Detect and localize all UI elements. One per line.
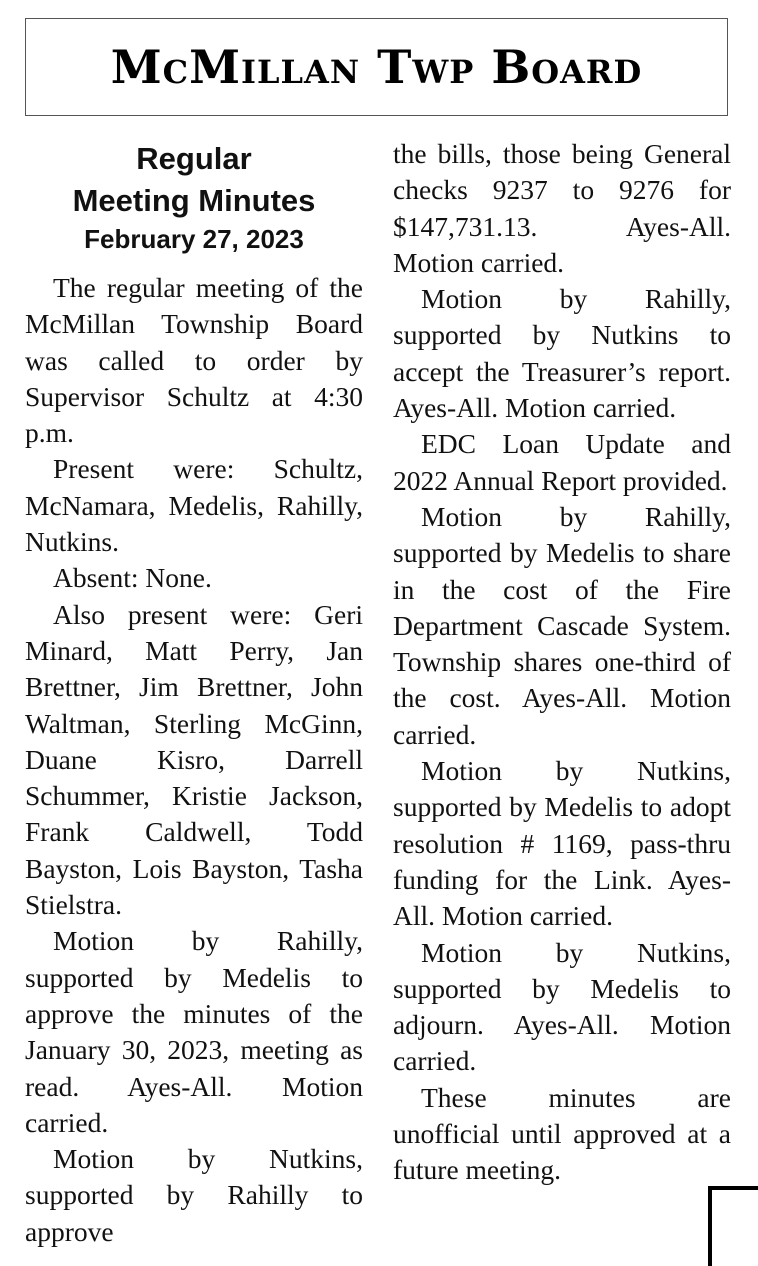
- headline-line-1: Regular: [136, 141, 252, 176]
- paragraph-absent: Absent: None.: [53, 562, 212, 594]
- paragraph-edc-update: EDC Loan Update and 2022 Annual Report provided.: [393, 428, 731, 496]
- paragraph-unofficial-note: These minutes are unofficial until approved at a future meeting.: [393, 1081, 731, 1186]
- headline-date: February 27, 2023: [84, 224, 304, 254]
- masthead-title: McMillan Twp Board: [110, 40, 643, 94]
- right-column: [393, 136, 731, 1189]
- paragraph-minutes-motion: Motion by Rahilly, supported by Medelis to approve the minutes of the January 30, 2023, meeting as read. Ayes-All. Motion carried.: [25, 925, 363, 1138]
- paragraph-bills-motion-end: the bills, those being General checks 9237 to 9276 for $147,731.13. Ayes-All. Motion carried.: [393, 138, 731, 278]
- paragraph-call-to-order: The regular meeting of the McMillan Township Board was called to order by Supervisor Schultz at 4:30 p.m.: [25, 272, 363, 449]
- paragraph-adjourn-motion: Motion by Nutkins, supported by Medelis to adjourn. Ayes-All. Motion carried.: [393, 936, 731, 1077]
- article-headline: [25, 138, 363, 256]
- paragraph-also-present: Also present were: Geri Minard, Matt Perry, Jan Brettner, Jim Brettner, John Waltman, Sterling McGinn, Duane Kisro, Darrell Schummer, Kristie Jackson, Frank Caldwell, Todd Bayston, Lois Bayston, Tasha Stielstra.: [25, 598, 363, 921]
- paragraph-present: Present were: Schultz, McNamara, Medelis, Rahilly, Nutkins.: [25, 453, 363, 558]
- left-column: [25, 138, 363, 1250]
- paragraph-resolution-motion: Motion by Nutkins, supported by Medelis to adopt resolution # 1169, pass-thru funding for the Link. Ayes-All. Motion carried.: [393, 755, 731, 932]
- paragraph-treasurer-motion: Motion by Rahilly, supported by Nutkins to accept the Treasurer’s report. Ayes-All. Motion carried.: [393, 283, 731, 424]
- corner-bracket: [708, 1186, 758, 1266]
- paragraph-cascade-motion: Motion by Rahilly, supported by Medelis to share in the cost of the Fire Department Cascade System. Township shares one-third of the cost. Ayes-All. Motion carried.: [393, 500, 731, 750]
- paragraph-bills-motion-start: Motion by Nutkins, supported by Rahilly to approve: [25, 1143, 363, 1247]
- masthead-box: [25, 18, 728, 116]
- headline-line-2: Meeting Minutes: [72, 183, 316, 218]
